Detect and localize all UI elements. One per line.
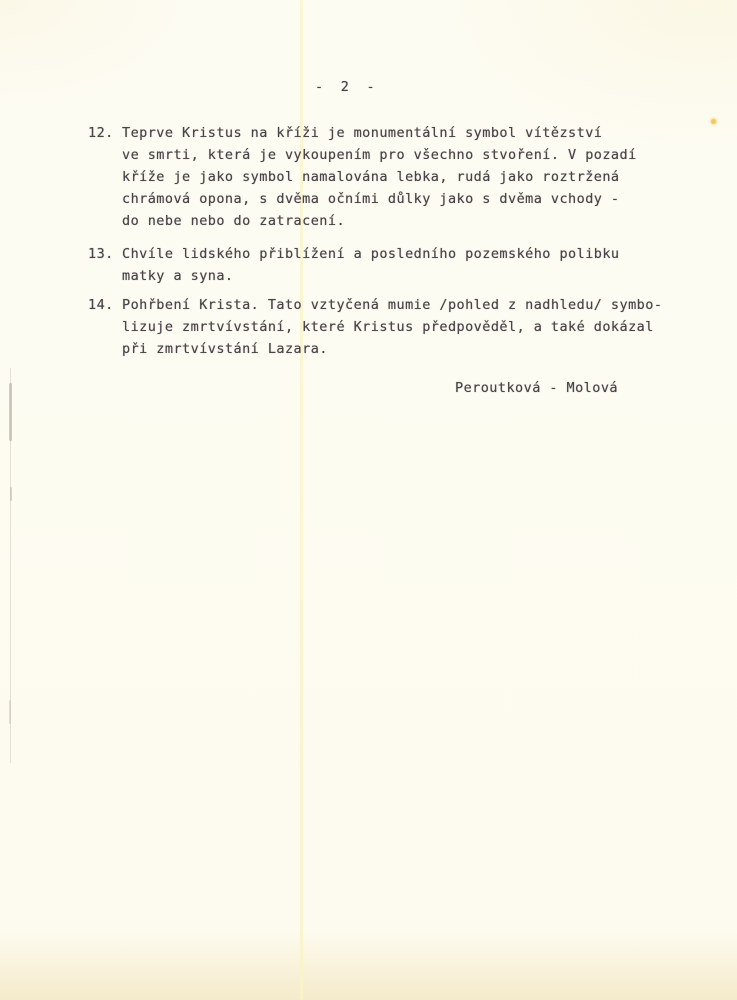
text-line: chrámová opona, s dvěma očními důlky jako s dvěma vchody - bbox=[122, 191, 620, 207]
text-line: Teprve Kristus na kříži je monumentální symbol vítězství bbox=[122, 125, 603, 141]
text-line: kříže je jako symbol namalována lebka, rudá jako roztržená bbox=[122, 169, 620, 185]
text-line: ve smrti, která je vykoupením pro všechno stvoření. V pozadí bbox=[122, 147, 637, 163]
item-text bbox=[122, 243, 688, 287]
scan-smudge bbox=[9, 700, 11, 724]
item-number: 13. bbox=[88, 246, 114, 262]
list-item-12 bbox=[88, 122, 688, 232]
item-text bbox=[122, 294, 688, 360]
document-body bbox=[88, 122, 688, 399]
item-text bbox=[122, 122, 688, 232]
scan-smudge bbox=[9, 383, 12, 441]
text-line: při zmrtvívstání Lazara. bbox=[122, 341, 328, 357]
text-line: Pohřbení Krista. Tato vztyčená mumie /pohled z nadhledu/ symbo- bbox=[122, 297, 663, 313]
text-line: do nebe nebo do zatracení. bbox=[122, 213, 346, 229]
signature: Peroutková - Molová bbox=[455, 380, 618, 396]
item-number: 14. bbox=[88, 297, 114, 313]
list-item-13 bbox=[88, 243, 688, 287]
paper-speck bbox=[711, 119, 716, 124]
text-line: lizuje zmrtvívstání, které Kristus předpověděl, a také dokázal bbox=[122, 319, 654, 335]
item-number: 12. bbox=[88, 125, 114, 141]
page-number: - 2 - bbox=[315, 79, 376, 95]
text-line: matky a syna. bbox=[122, 268, 234, 284]
text-line: Chvíle lidského přiblížení a posledního pozemského polibku bbox=[122, 246, 620, 262]
list-item-14 bbox=[88, 294, 688, 360]
scan-smudge bbox=[10, 487, 12, 501]
